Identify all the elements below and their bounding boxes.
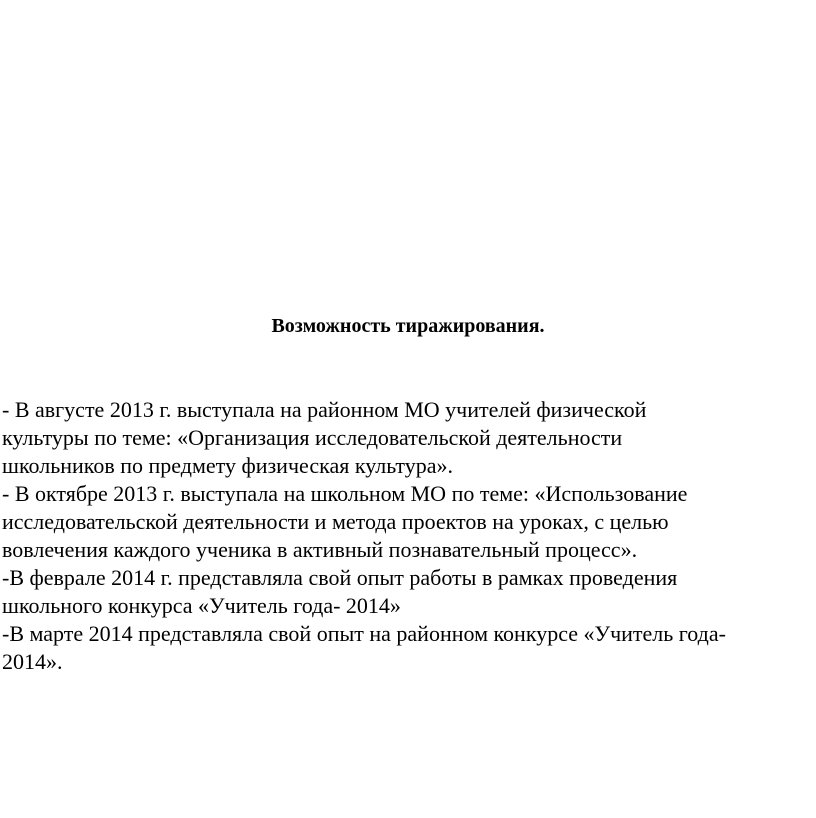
body-line-9: -В марте 2014 представляла свой опыт на районном конкурсе «Учитель года-: [2, 621, 726, 646]
body-line-6: вовлечения каждого ученика в активный познавательный процесс».: [2, 537, 638, 562]
body-line-2: культуры по теме: «Организация исследовательской деятельности: [2, 425, 623, 450]
body-line-8: школьного конкурса «Учитель года- 2014»: [2, 593, 401, 618]
body-line-7: -В феврале 2014 г. представляла свой опыт работы в рамках проведения: [2, 565, 678, 590]
body-line-4: - В октябре 2013 г. выступала на школьном МО по теме: «Использование: [2, 481, 688, 506]
body-line-5: исследовательской деятельности и метода проектов на уроках, с целью: [2, 509, 669, 534]
body-line-3: школьников по предмету физическая культура».: [2, 453, 454, 478]
body-line-1: - В августе 2013 г. выступала на районном МО учителей физической: [2, 397, 647, 422]
page-title: Возможность тиражирования.: [271, 315, 545, 337]
body-line-10: 2014».: [2, 649, 63, 674]
